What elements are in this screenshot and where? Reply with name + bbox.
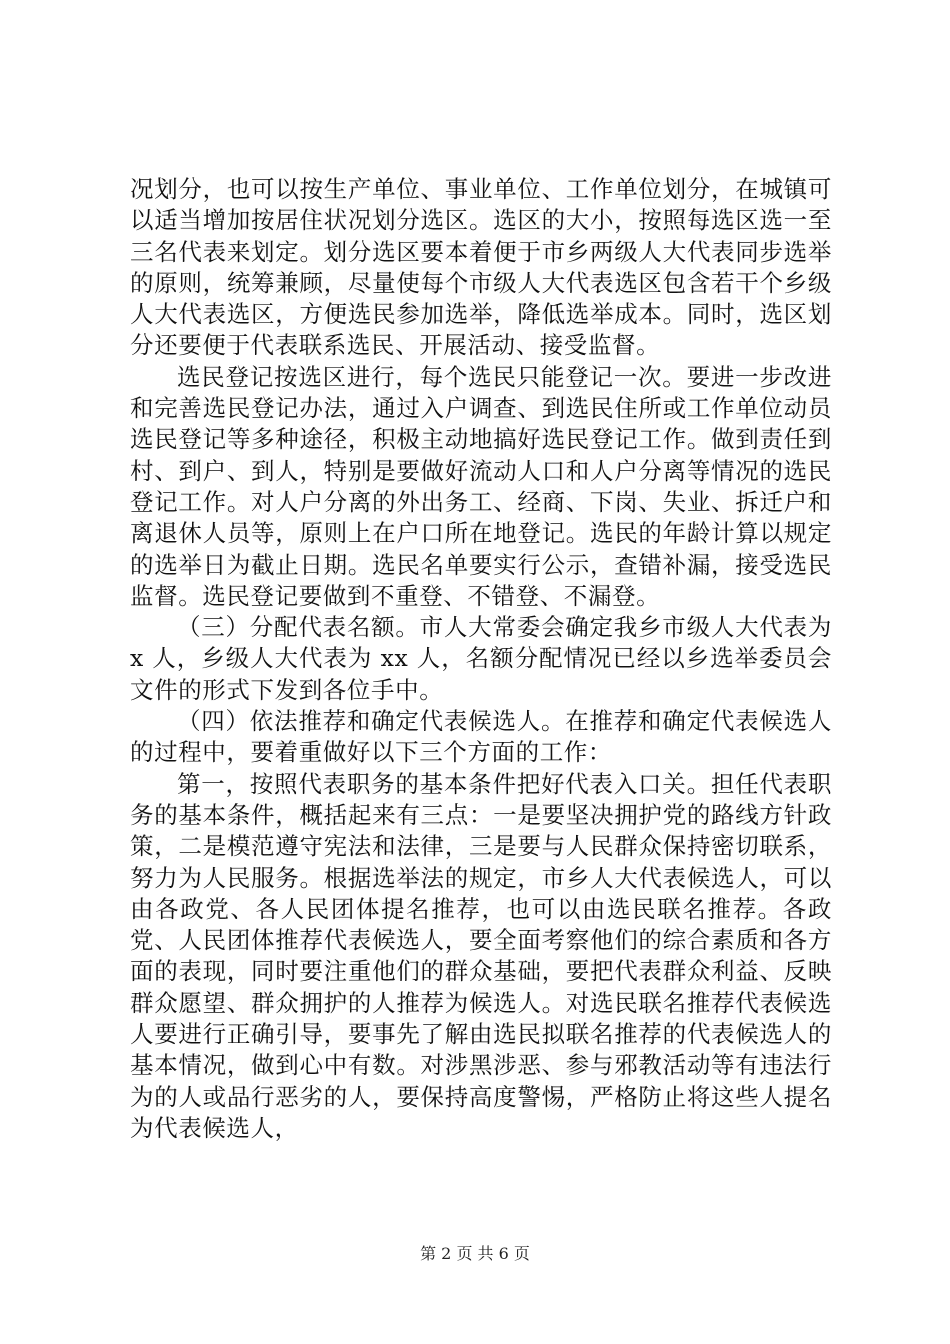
paragraph-candidate-conditions: 第一，按照代表职务的基本条件把好代表入口关。担任代表职务的基本条件，概括起来有三点：一是要坚决拥护党的路线方针政策，二是模范遵守宪法和法律，三是要与人民群众保持密切联系，努力为人民服务。根据选举法的规定，市乡人大代表候选人，可以由各政党、各人民团体提名推荐，也可以由选民联名推荐。各政党、人民团体推荐代表候选人，要全面考察他们的综合素质和各方面的表现，同时要注重他们的群众基础，要把代表群众利益、反映群众愿望、群众拥护的人推荐为候选人。对选民联名推荐代表候选人要进行正确引导，要事先了解由选民拟联名推荐的代表候选人的基本情况，做到心中有数。对涉黑涉恶、参与邪教活动等有违法行为的人或品行恶劣的人，要保持高度警惕，严格防止将这些人提名为代表候选人， [130,769,832,1142]
paragraph-candidate-nomination: （四）依法推荐和确定代表候选人。在推荐和确定代表候选人的过程中，要着重做好以下三个方面的工作： [130,707,832,767]
paragraph-quota-allocation: （三）分配代表名额。市人大常委会确定我乡市级人大代表为 x 人，乡级人大代表为 xx 人，名额分配情况已经以乡选举委员会文件的形式下发到各位手中。 [130,613,832,704]
paragraph-district-division: 况划分，也可以按生产单位、事业单位、工作单位划分，在城镇可以适当增加按居住状况划分选区。选区的大小，按照每选区选一至三名代表来划定。划分选区要本着便于市乡两级人大代表同步选举的原则，统筹兼顾，尽量使每个市级人大代表选区包含若干个乡级人大代表选区，方便选民参加选举，降低选举成本。同时，选区划分还要便于代表联系选民、开展活动、接受监督。 [130,175,832,360]
paragraph-voter-registration: 选民登记按选区进行，每个选民只能登记一次。要进一步改进和完善选民登记办法，通过入户调查、到选民住所或工作单位动员选民登记等多种途径，积极主动地搞好选民登记工作。做到责任到村、到户、到人，特别是要做好流动人口和人户分离等情况的选民登记工作。对人户分离的外出务工、经商、下岗、失业、拆迁户和离退休人员等，原则上在户口所在地登记。选民的年龄计算以规定的选举日为截止日期。选民名单要实行公示，查错补漏，接受选民监督。选民登记要做到不重登、不错登、不漏登。 [130,362,832,610]
page-number-footer: 第 2 页 共 6 页 [420,1244,530,1263]
document-body [130,174,832,1144]
